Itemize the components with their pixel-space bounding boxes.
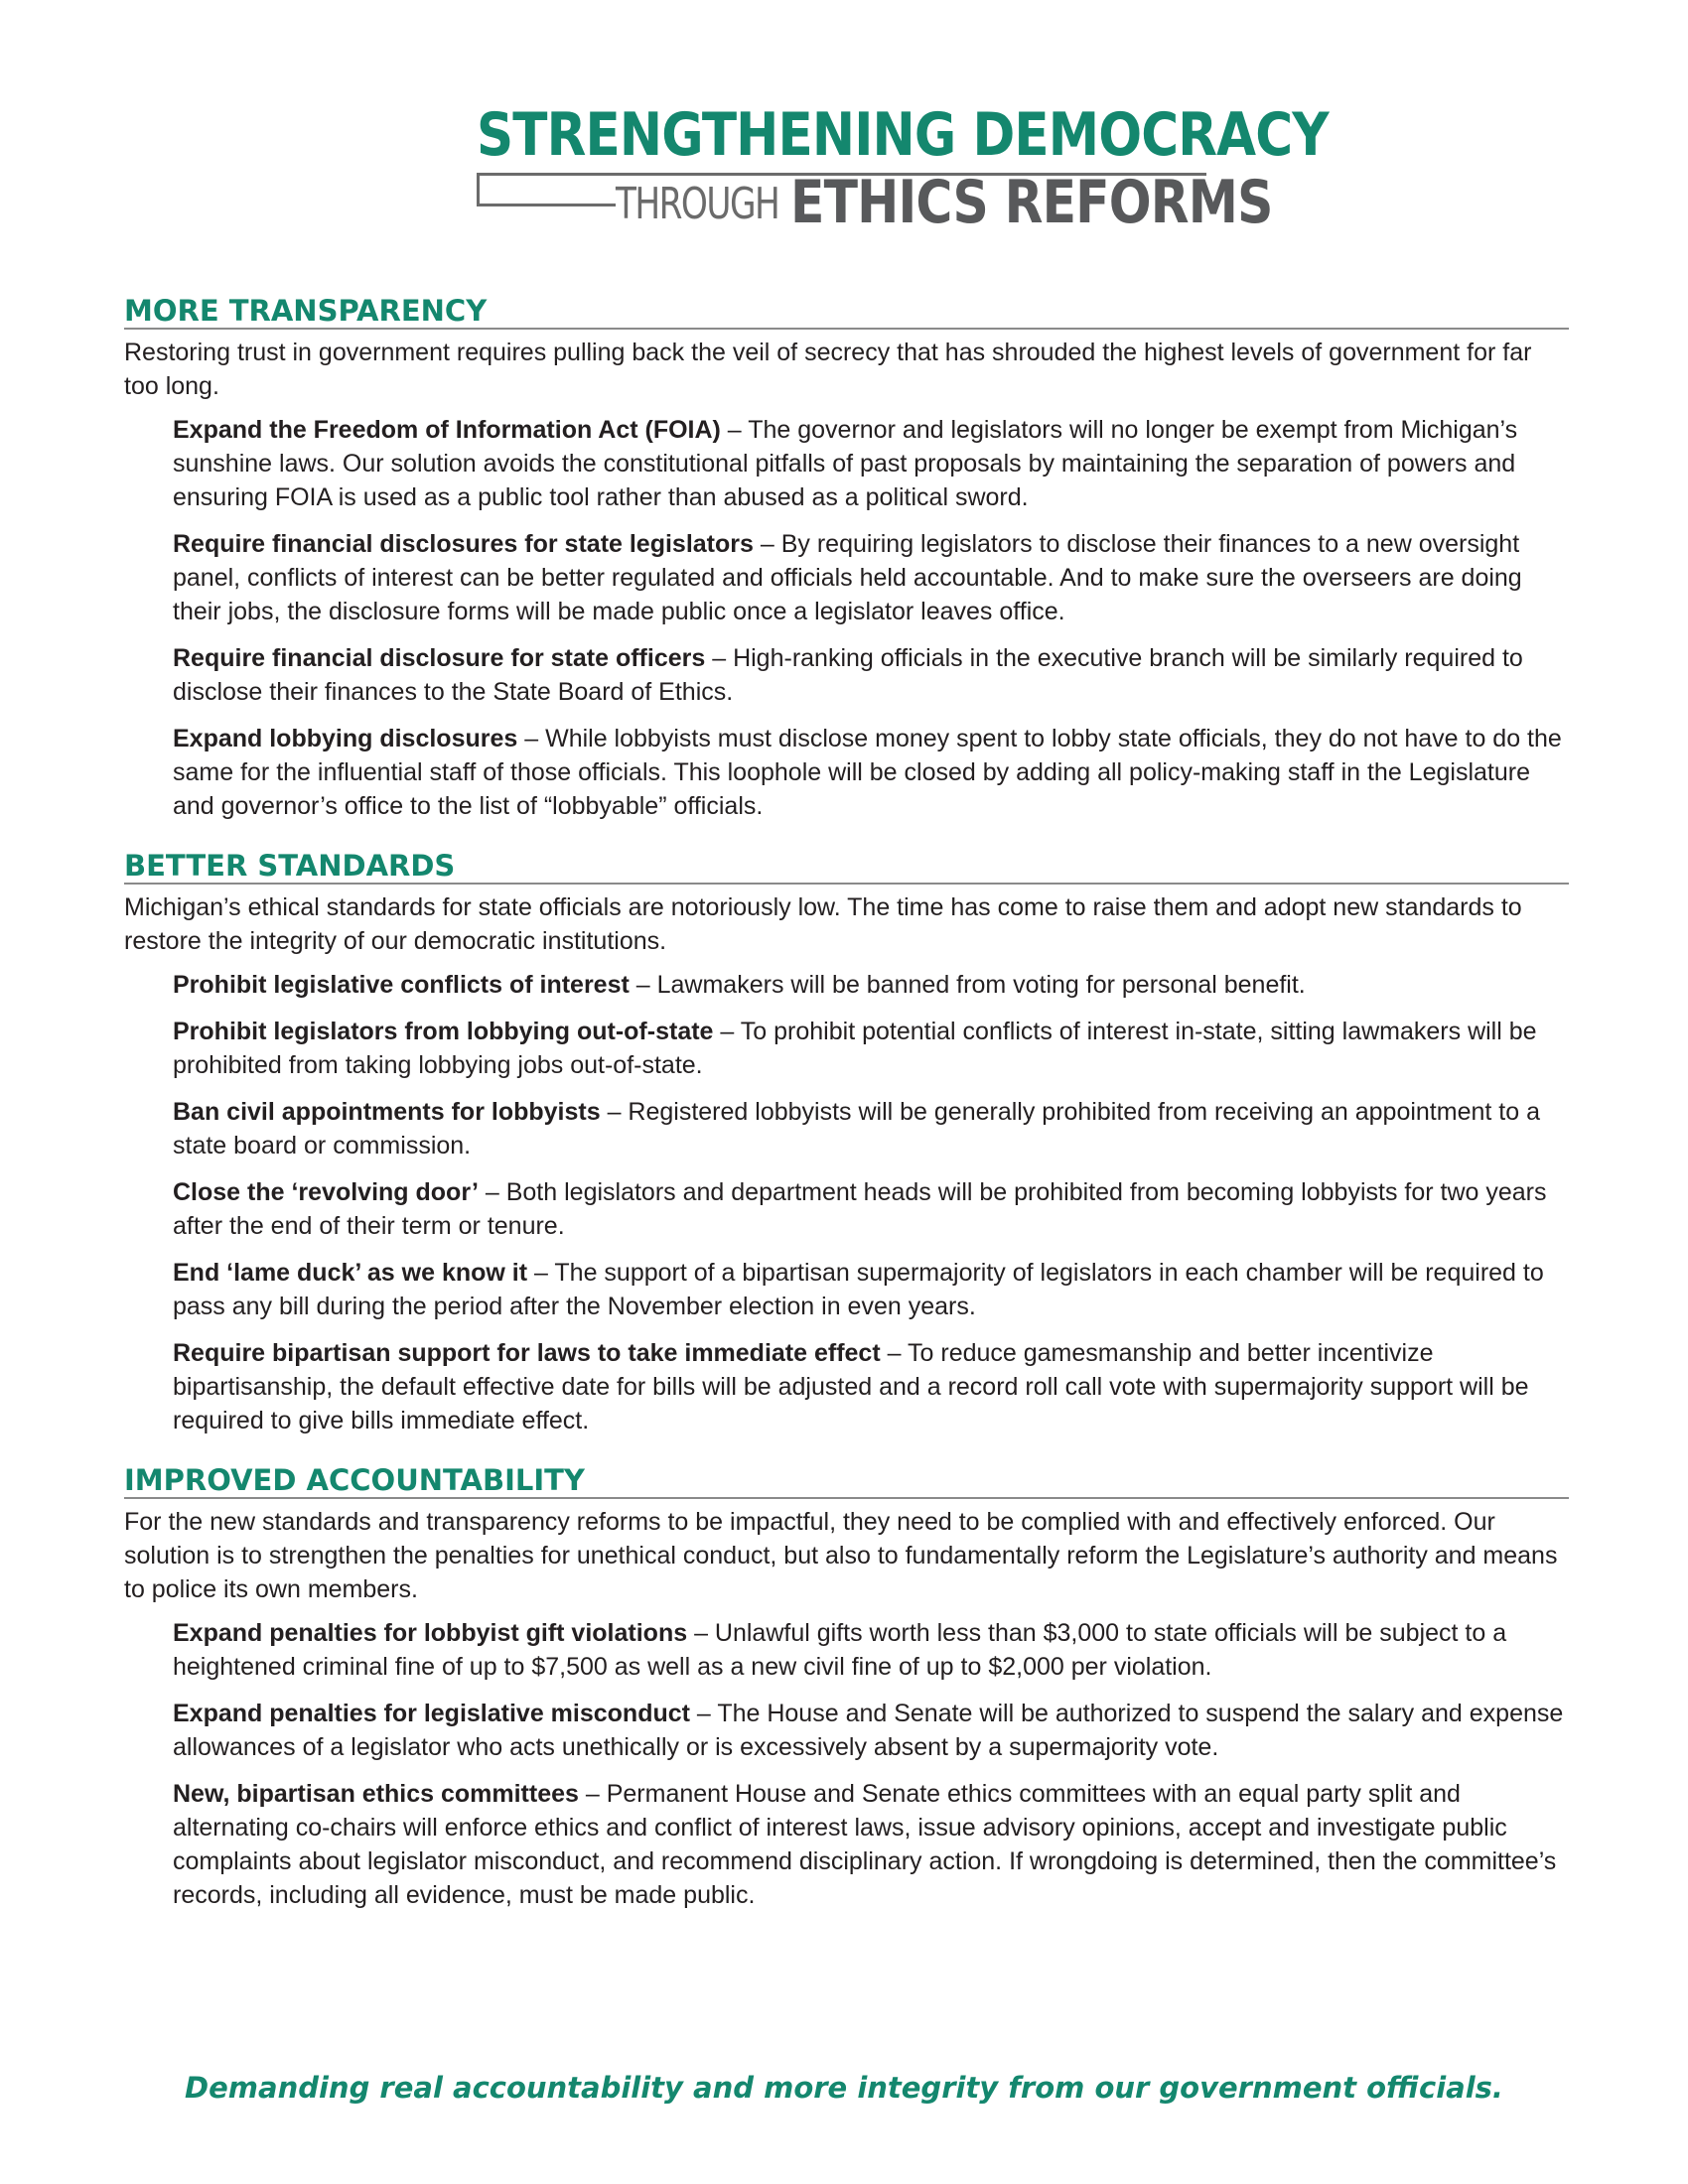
list-item <box>173 527 1569 628</box>
section-heading: IMPROVED ACCOUNTABILITY <box>124 1463 1569 1499</box>
item-text: – Registered lobbyists will be generally prohibited from receiving an appointment to a state board or commission. <box>173 1098 1540 1160</box>
item-title: Require bipartisan support for laws to take immediate effect <box>173 1339 881 1367</box>
item-title: Ban civil appointments for lobbyists <box>173 1098 601 1126</box>
footer-tagline: Demanding real accountability and more integrity from our government officials. <box>185 2071 1503 2105</box>
item-text: – The support of a bipartisan supermajority of legislators in each chamber will be required to pass any bill during the period after the November election in even years. <box>173 1259 1544 1320</box>
document-title-row2 <box>477 168 1273 250</box>
item-title: Expand penalties for legislative misconduct <box>173 1700 690 1727</box>
item-title: Expand the Freedom of Information Act (FOIA) <box>173 416 721 444</box>
main-content <box>124 294 1569 1938</box>
section-intro: Restoring trust in government requires pulling back the veil of secrecy that has shrouded the highest levels of government for far too long. <box>124 339 1532 400</box>
section-intro: Michigan’s ethical standards for state officials are notoriously low. The time has come to raise them and adopt new standards to restore the integrity of our democratic institutions. <box>124 893 1522 955</box>
list-item <box>173 1777 1569 1912</box>
item-text: – By requiring legislators to disclose their finances to a new oversight panel, conflicts of interest can be better regulated and officials held accountable. And to make sure the overseers are doing their jobs, the disclosure forms will be made public once a legislator leaves office. <box>173 530 1522 625</box>
item-title: Expand lobbying disclosures <box>173 725 518 752</box>
list-item <box>173 1697 1569 1764</box>
item-text: – Lawmakers will be banned from voting for personal benefit. <box>629 971 1306 999</box>
item-text: – The governor and legislators will no longer be exempt from Michigan’s sunshine laws. Our solution avoids the constitutional pitfalls of past proposals by maintaining the separation of powers and ensuring FOIA is used as a public tool rather than abused as a political sword. <box>173 416 1518 511</box>
item-text: – Unlawful gifts worth less than $3,000 to state officials will be subject to a heightened criminal fine of up to $7,500 as well as a new civil fine of up to $2,000 per violation. <box>173 1619 1507 1681</box>
item-text: – High-ranking officials in the executive branch will be similarly required to disclose their finances to the State Board of Ethics. <box>173 644 1523 706</box>
section-improved-accountability <box>124 1463 1569 1912</box>
document-title-ethics: ETHICS REFORMS <box>790 168 1273 237</box>
list-item <box>173 1256 1569 1323</box>
item-title: New, bipartisan ethics committees <box>173 1780 579 1808</box>
item-text: – The House and Senate will be authorized to suspend the salary and expense allowances of a legislator who acts unethically or is excessively absent by a supermajority vote. <box>173 1700 1564 1761</box>
list-item <box>173 1336 1569 1437</box>
item-title: Close the ‘revolving door’ <box>173 1178 479 1206</box>
list-item <box>173 1616 1569 1684</box>
list-item <box>173 1175 1569 1243</box>
title-block <box>477 100 1329 250</box>
list-item <box>173 641 1569 709</box>
section-better-standards <box>124 849 1569 1437</box>
item-text: – Both legislators and department heads will be prohibited from becoming lobbyists for two years after the end of their term or tenure. <box>173 1178 1547 1240</box>
item-title: Expand penalties for lobbyist gift violations <box>173 1619 688 1647</box>
section-more-transparency <box>124 294 1569 823</box>
item-text: – While lobbyists must disclose money spent to lobby state officials, they do not have to do the same for the influential staff of those officials. This loophole will be closed by adding all policy-making staff in the Legislature and governor’s office to the list of “lobbyable” officials. <box>173 725 1562 820</box>
list-item <box>173 413 1569 514</box>
item-title: Prohibit legislators from lobbying out-of-state <box>173 1018 714 1045</box>
list-item <box>173 968 1569 1002</box>
item-text: – To reduce gamesmanship and better incentivize bipartisanship, the default effective date for bills will be adjusted and a record roll call vote with supermajority support will be required to give bills immediate effect. <box>173 1339 1529 1434</box>
section-heading: BETTER STANDARDS <box>124 849 1569 885</box>
list-item <box>173 1015 1569 1082</box>
item-title: Prohibit legislative conflicts of interest <box>173 971 630 999</box>
list-item <box>173 1095 1569 1162</box>
item-text: – To prohibit potential conflicts of interest in-state, sitting lawmakers will be prohibited from taking lobbying jobs out-of-state. <box>173 1018 1537 1079</box>
item-text: – Permanent House and Senate ethics committees with an equal party split and alternating co-chairs will enforce ethics and conflict of interest laws, issue advisory opinions, accept and investigate public complaints about legislator misconduct, and recommend disciplinary action. If wrongdoing is determined, then the committee’s records, including all evidence, must be made public. <box>173 1780 1557 1909</box>
section-intro: For the new standards and transparency reforms to be impactful, they need to be complied with and effectively enforced. Our solution is to strengthen the penalties for unethical conduct, but also to fundamentally reform the Legislature’s authority and means to police its own members. <box>124 1508 1558 1603</box>
document-title-line1: STRENGTHENING DEMOCRACY <box>477 100 1329 170</box>
item-title: Require financial disclosures for state legislators <box>173 530 754 558</box>
item-title: Require financial disclosure for state officers <box>173 644 706 672</box>
item-title: End ‘lame duck’ as we know it <box>173 1259 528 1287</box>
document-title-through: THROUGH <box>616 179 779 229</box>
list-item <box>173 722 1569 823</box>
section-heading: MORE TRANSPARENCY <box>124 294 1569 330</box>
